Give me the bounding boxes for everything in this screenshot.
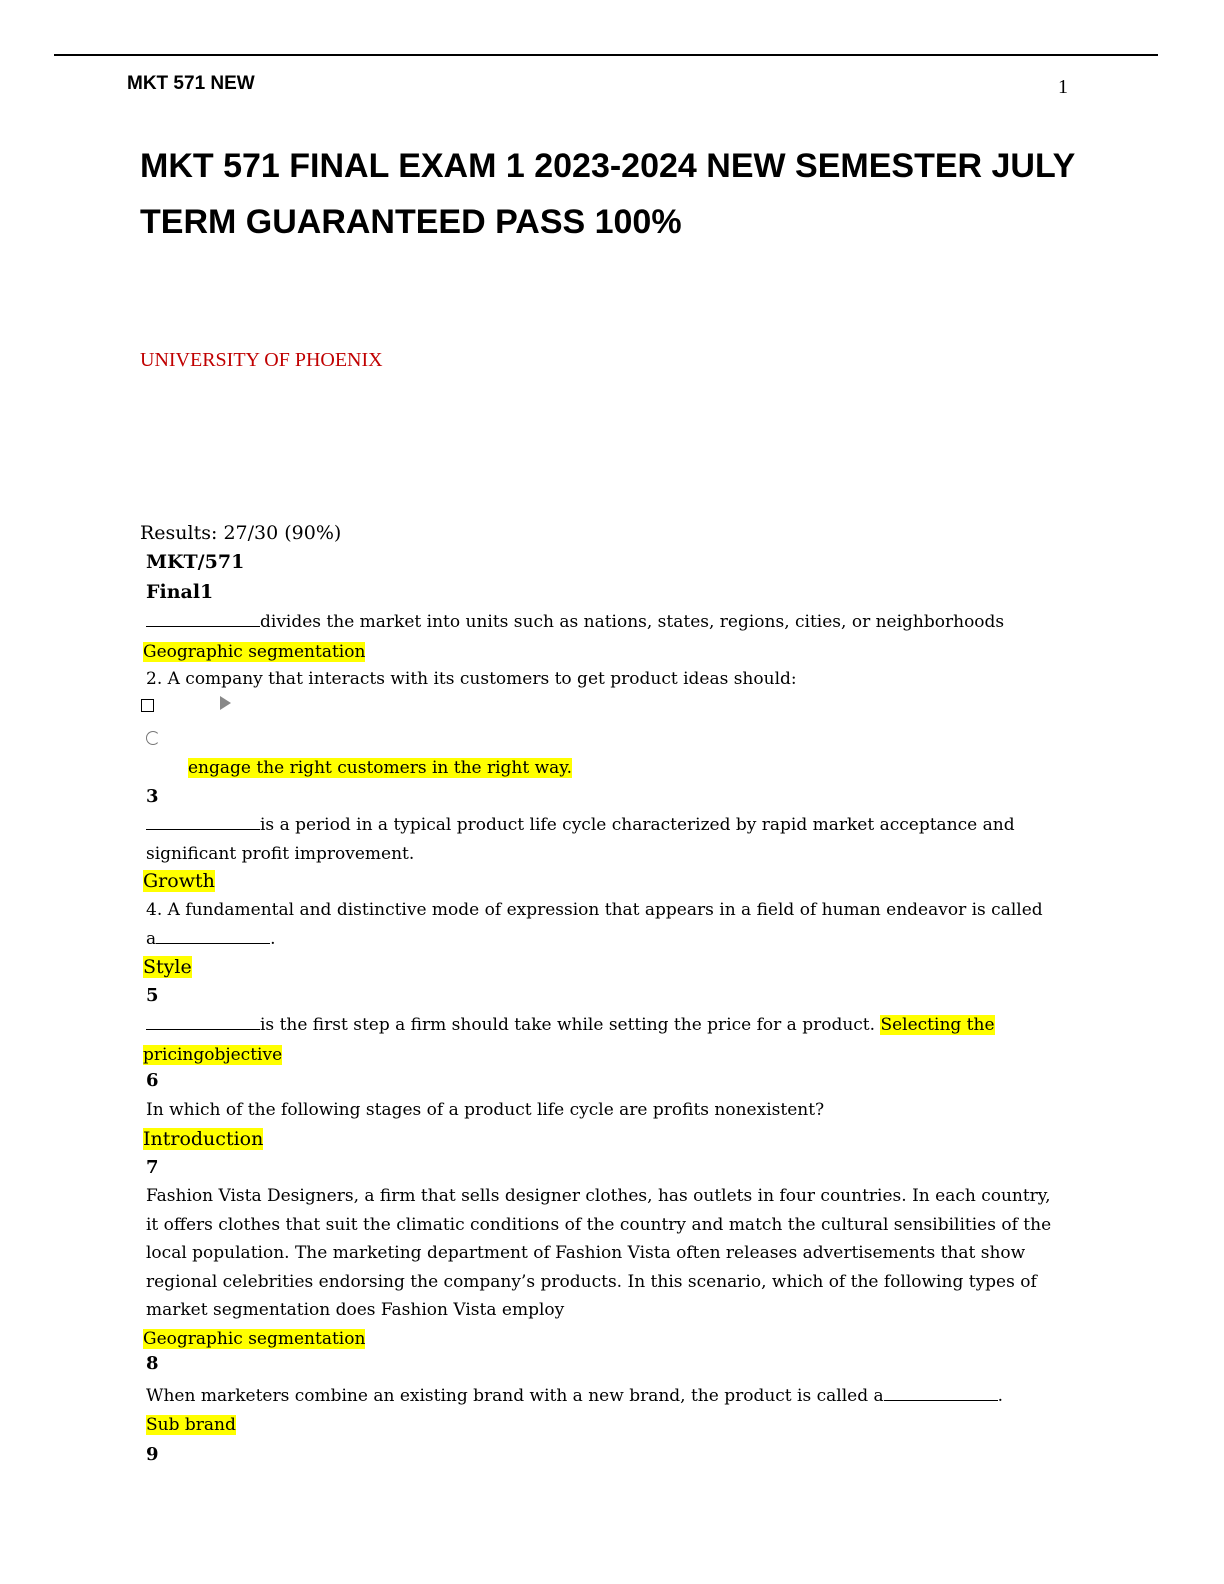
question-1 — [146, 608, 1004, 636]
answer-2-highlight: engage the right customers in the right way. — [188, 758, 573, 778]
answer-7 — [143, 1325, 365, 1353]
question-7-line: regional celebrities endorsing the company’s products. In this scenario, which of the following types of — [146, 1272, 1037, 1292]
question-4-suffix: . — [270, 929, 276, 949]
answer-6 — [143, 1125, 263, 1153]
question-5 — [146, 1011, 995, 1039]
question-2-text: 2. A company that interacts with its customers to get product ideas should: — [146, 669, 797, 689]
question-8 — [146, 1382, 1003, 1410]
question-6-number: 6 — [146, 1070, 159, 1091]
exam-name: Final1 — [146, 581, 214, 603]
answer-blank — [146, 815, 260, 830]
question-8-suffix: . — [997, 1386, 1004, 1406]
question-7-line: Fashion Vista Designers, a firm that sells designer clothes, has outlets in four countries. In each country, — [146, 1186, 1051, 1206]
header-rule — [54, 54, 1158, 56]
document-title: MKT 571 FINAL EXAM 1 2023-2024 NEW SEMESTER JULY TERM GUARANTEED PASS 100% — [140, 147, 1075, 241]
question-1-text: divides the market into units such as nations, states, regions, cities, or neighborhoods — [260, 612, 1005, 632]
play-triangle-icon — [220, 696, 231, 710]
answer-3-highlight: Growth — [143, 870, 215, 892]
radio-icon[interactable] — [146, 731, 160, 745]
answer-blank — [146, 1015, 260, 1030]
question-3-number: 3 — [146, 786, 159, 807]
question-4-text: 4. A fundamental and distinctive mode of expression that appears in a field of human endeavor is called — [146, 900, 1043, 920]
question-5-text: is the first step a firm should take while setting the price for a product. — [260, 1015, 876, 1035]
question-7-line: local population. The marketing department of Fashion Vista often releases advertisements that show — [146, 1243, 1026, 1263]
answer-4-highlight: Style — [143, 956, 192, 978]
question-8-number: 8 — [146, 1353, 159, 1374]
answer-8-highlight: Sub brand — [146, 1415, 236, 1435]
answer-5-highlight: Selecting the — [880, 1015, 995, 1035]
answer-blank — [146, 612, 260, 627]
checkbox-icon[interactable] — [141, 699, 154, 712]
answer-6-highlight: Introduction — [143, 1128, 264, 1150]
results-line: Results: 27/30 (90%) — [140, 522, 342, 544]
answer-8 — [146, 1411, 236, 1439]
question-7-line: market segmentation does Fashion Vista employ — [146, 1300, 565, 1320]
answer-blank — [884, 1386, 998, 1401]
question-3-text-cont: significant profit improvement. — [146, 844, 415, 864]
question-7-line: it offers clothes that suit the climatic conditions of the country and match the cultural sensibilities of the — [146, 1215, 1052, 1235]
question-8-text: When marketers combine an existing brand with a new brand, the product is called a — [146, 1386, 884, 1406]
page-number: 1 — [1058, 76, 1068, 98]
question-7-number: 7 — [146, 1157, 159, 1178]
question-4-text-cont — [146, 925, 276, 953]
question-4-prefix: a — [146, 929, 157, 949]
answer-2 — [188, 754, 572, 782]
question-3 — [146, 811, 1015, 839]
answer-5-highlight-cont: pricingobjective — [143, 1045, 283, 1065]
question-6-text: In which of the following stages of a product life cycle are profits nonexistent? — [146, 1100, 825, 1120]
answer-5-cont — [143, 1041, 282, 1069]
answer-3 — [143, 867, 215, 895]
answer-1 — [143, 638, 365, 666]
answer-blank — [156, 929, 270, 944]
university-name: UNIVERSITY OF PHOENIX — [140, 349, 383, 371]
question-5-number: 5 — [146, 985, 159, 1006]
header-course-label: MKT 571 NEW — [127, 73, 255, 94]
answer-4 — [143, 953, 192, 981]
course-code: MKT/571 — [146, 551, 245, 573]
question-3-text: is a period in a typical product life cycle characterized by rapid market acceptance and — [260, 815, 1015, 835]
question-9-number: 9 — [146, 1444, 159, 1465]
answer-1-highlight: Geographic segmentation — [143, 642, 366, 662]
answer-7-highlight: Geographic segmentation — [143, 1329, 366, 1349]
